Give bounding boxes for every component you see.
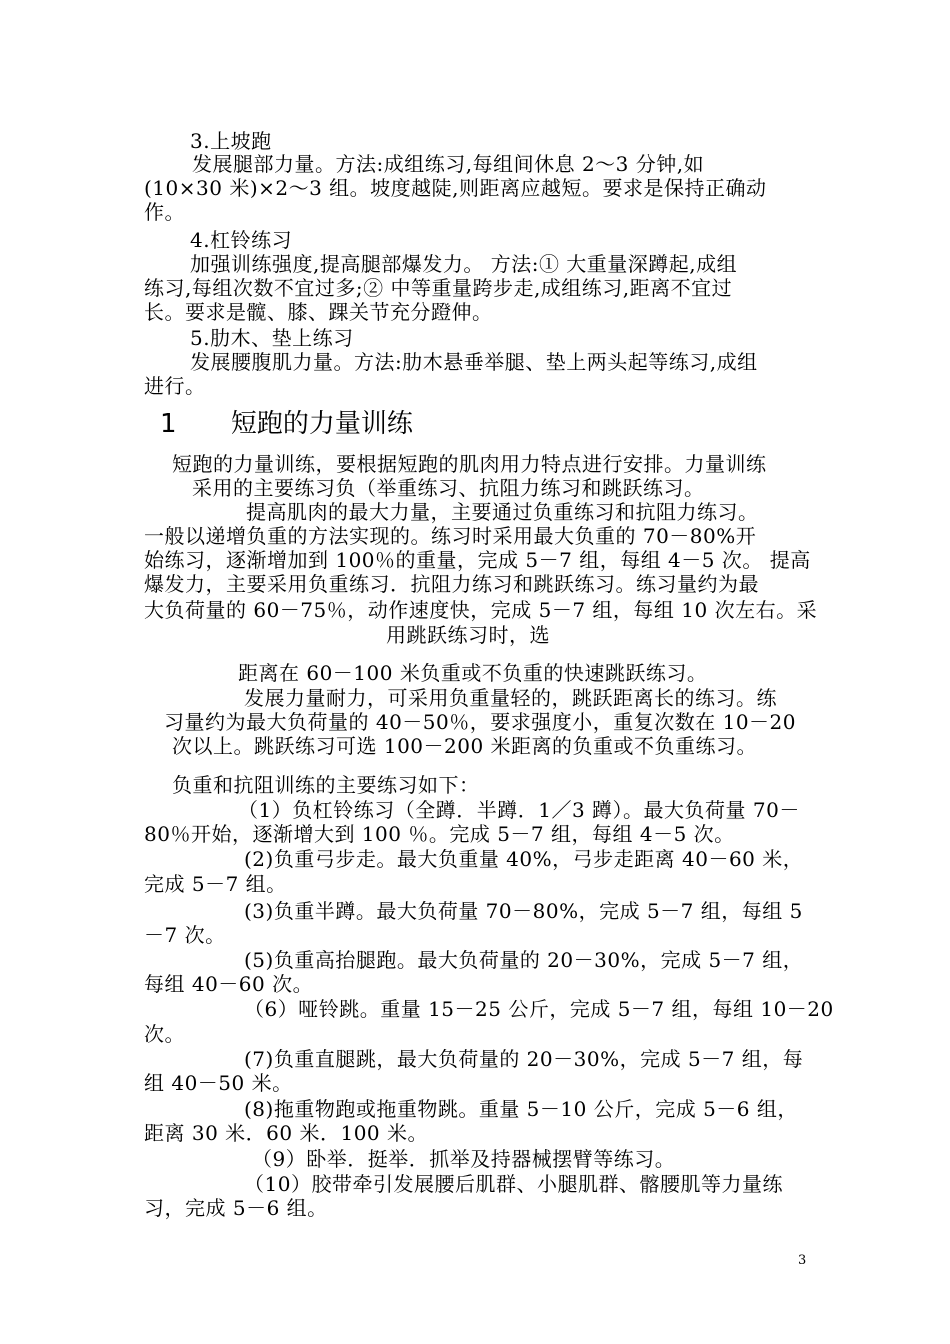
section-title: 短跑的力量训练 <box>230 409 413 439</box>
text-line: 每组 40－60 次。 <box>144 972 314 996</box>
text-line: 习，完成 5－6 组。 <box>144 1196 328 1220</box>
text-line: 短跑的力量训练，要根据短跑的肌肉用力特点进行安排。力量训练 <box>172 452 767 476</box>
text-line: 长。要求是髋、膝、踝关节充分蹬伸。 <box>144 300 493 324</box>
text-line: （9）卧举．挺举．抓举及持器械摆臂等练习。 <box>252 1147 676 1171</box>
text-line: 爆发力，主要采用负重练习．抗阻力练习和跳跃练习。练习量约为最 <box>144 572 759 596</box>
text-line: 次。 <box>144 1022 185 1046</box>
text-line: (10×30 米)×2～3 组。坡度越陡,则距离应越短。要求是保持正确动 <box>144 176 767 200</box>
text-line: 4.杠铃练习 <box>190 228 293 252</box>
text-line: （6）哑铃跳。重量 15－25 公斤，完成 5－7 组，每组 10－20 <box>244 997 834 1021</box>
text-line: 距离 30 米．60 米．100 米。 <box>144 1121 429 1145</box>
text-line: 距离在 60－100 米负重或不负重的快速跳跃练习。 <box>238 661 708 685</box>
text-line: 采用的主要练习负（举重练习、抗阻力练习和跳跃练习。 <box>192 476 705 500</box>
text-line: 80％开始，逐渐增大到 100 ％。完成 5－7 组，每组 4－5 次。 <box>144 822 735 846</box>
section-heading <box>160 408 413 440</box>
text-line: 加强训练强度,提高腿部爆发力。 方法:① 大重量深蹲起,成组 <box>190 252 738 276</box>
text-line: (2)负重弓步走。最大负重量 40%，弓步走距离 40－60 米， <box>244 847 804 871</box>
text-line: 完成 5－7 组。 <box>144 872 287 896</box>
page-number: 3 <box>798 1253 807 1268</box>
text-line: 作。 <box>144 200 185 224</box>
text-line: 组 40－50 米。 <box>144 1071 293 1095</box>
text-line: (7)负重直腿跳，最大负荷量的 20－30%，完成 5－7 组，每 <box>244 1047 804 1071</box>
text-line: 发展力量耐力，可采用负重量轻的，跳跃距离长的练习。练 <box>244 686 777 710</box>
text-line: 提高肌肉的最大力量，主要通过负重练习和抗阻力练习。 <box>246 500 759 524</box>
text-line: （10）胶带牵引发展腰后肌群、小腿肌群、髂腰肌等力量练 <box>244 1172 783 1196</box>
text-line: －7 次。 <box>144 923 226 947</box>
text-line: 进行。 <box>144 374 206 398</box>
text-line: 次以上。跳跃练习可选 100－200 米距离的负重或不负重练习。 <box>172 734 758 758</box>
text-line: 发展腰腹肌力量。方法:肋木悬垂举腿、垫上两头起等练习,成组 <box>190 350 758 374</box>
text-line: 大负荷量的 60－75％，动作速度快，完成 5－7 组，每组 10 次左右。采 <box>144 598 818 622</box>
text-line: 3.上坡跑 <box>190 129 272 153</box>
text-line: (8)拖重物跑或拖重物跳。重量 5－10 公斤，完成 5－6 组， <box>244 1097 798 1121</box>
text-line: 用跳跃练习时，选 <box>386 623 550 647</box>
text-line: 发展腿部力量。方法:成组练习,每组间休息 2～3 分钟,如 <box>192 152 705 176</box>
section-number: 1 <box>160 409 177 439</box>
text-line: 5.肋木、垫上练习 <box>190 326 354 350</box>
text-line: (5)负重高抬腿跑。最大负荷量的 20－30%，完成 5－7 组， <box>244 948 804 972</box>
text-line: （1）负杠铃练习（全蹲．半蹲．1／3 蹲）。最大负荷量 70－ <box>238 798 800 822</box>
text-line: 负重和抗阻训练的主要练习如下： <box>172 773 480 797</box>
text-line: 习量约为最大负荷量的 40－50％，要求强度小，重复次数在 10－20 <box>164 710 797 734</box>
text-line: 始练习，逐渐增加到 100％的重量，完成 5－7 组，每组 4－5 次。 提高 <box>144 548 811 572</box>
text-line: (3)负重半蹲。最大负荷量 70－80%，完成 5－7 组，每组 5 <box>244 899 803 923</box>
text-line: 一般以递增负重的方法实现的。练习时采用最大负重的 70－80%开 <box>144 524 757 548</box>
text-line: 练习,每组次数不宜过多;② 中等重量跨步走,成组练习,距离不宜过 <box>144 276 733 300</box>
